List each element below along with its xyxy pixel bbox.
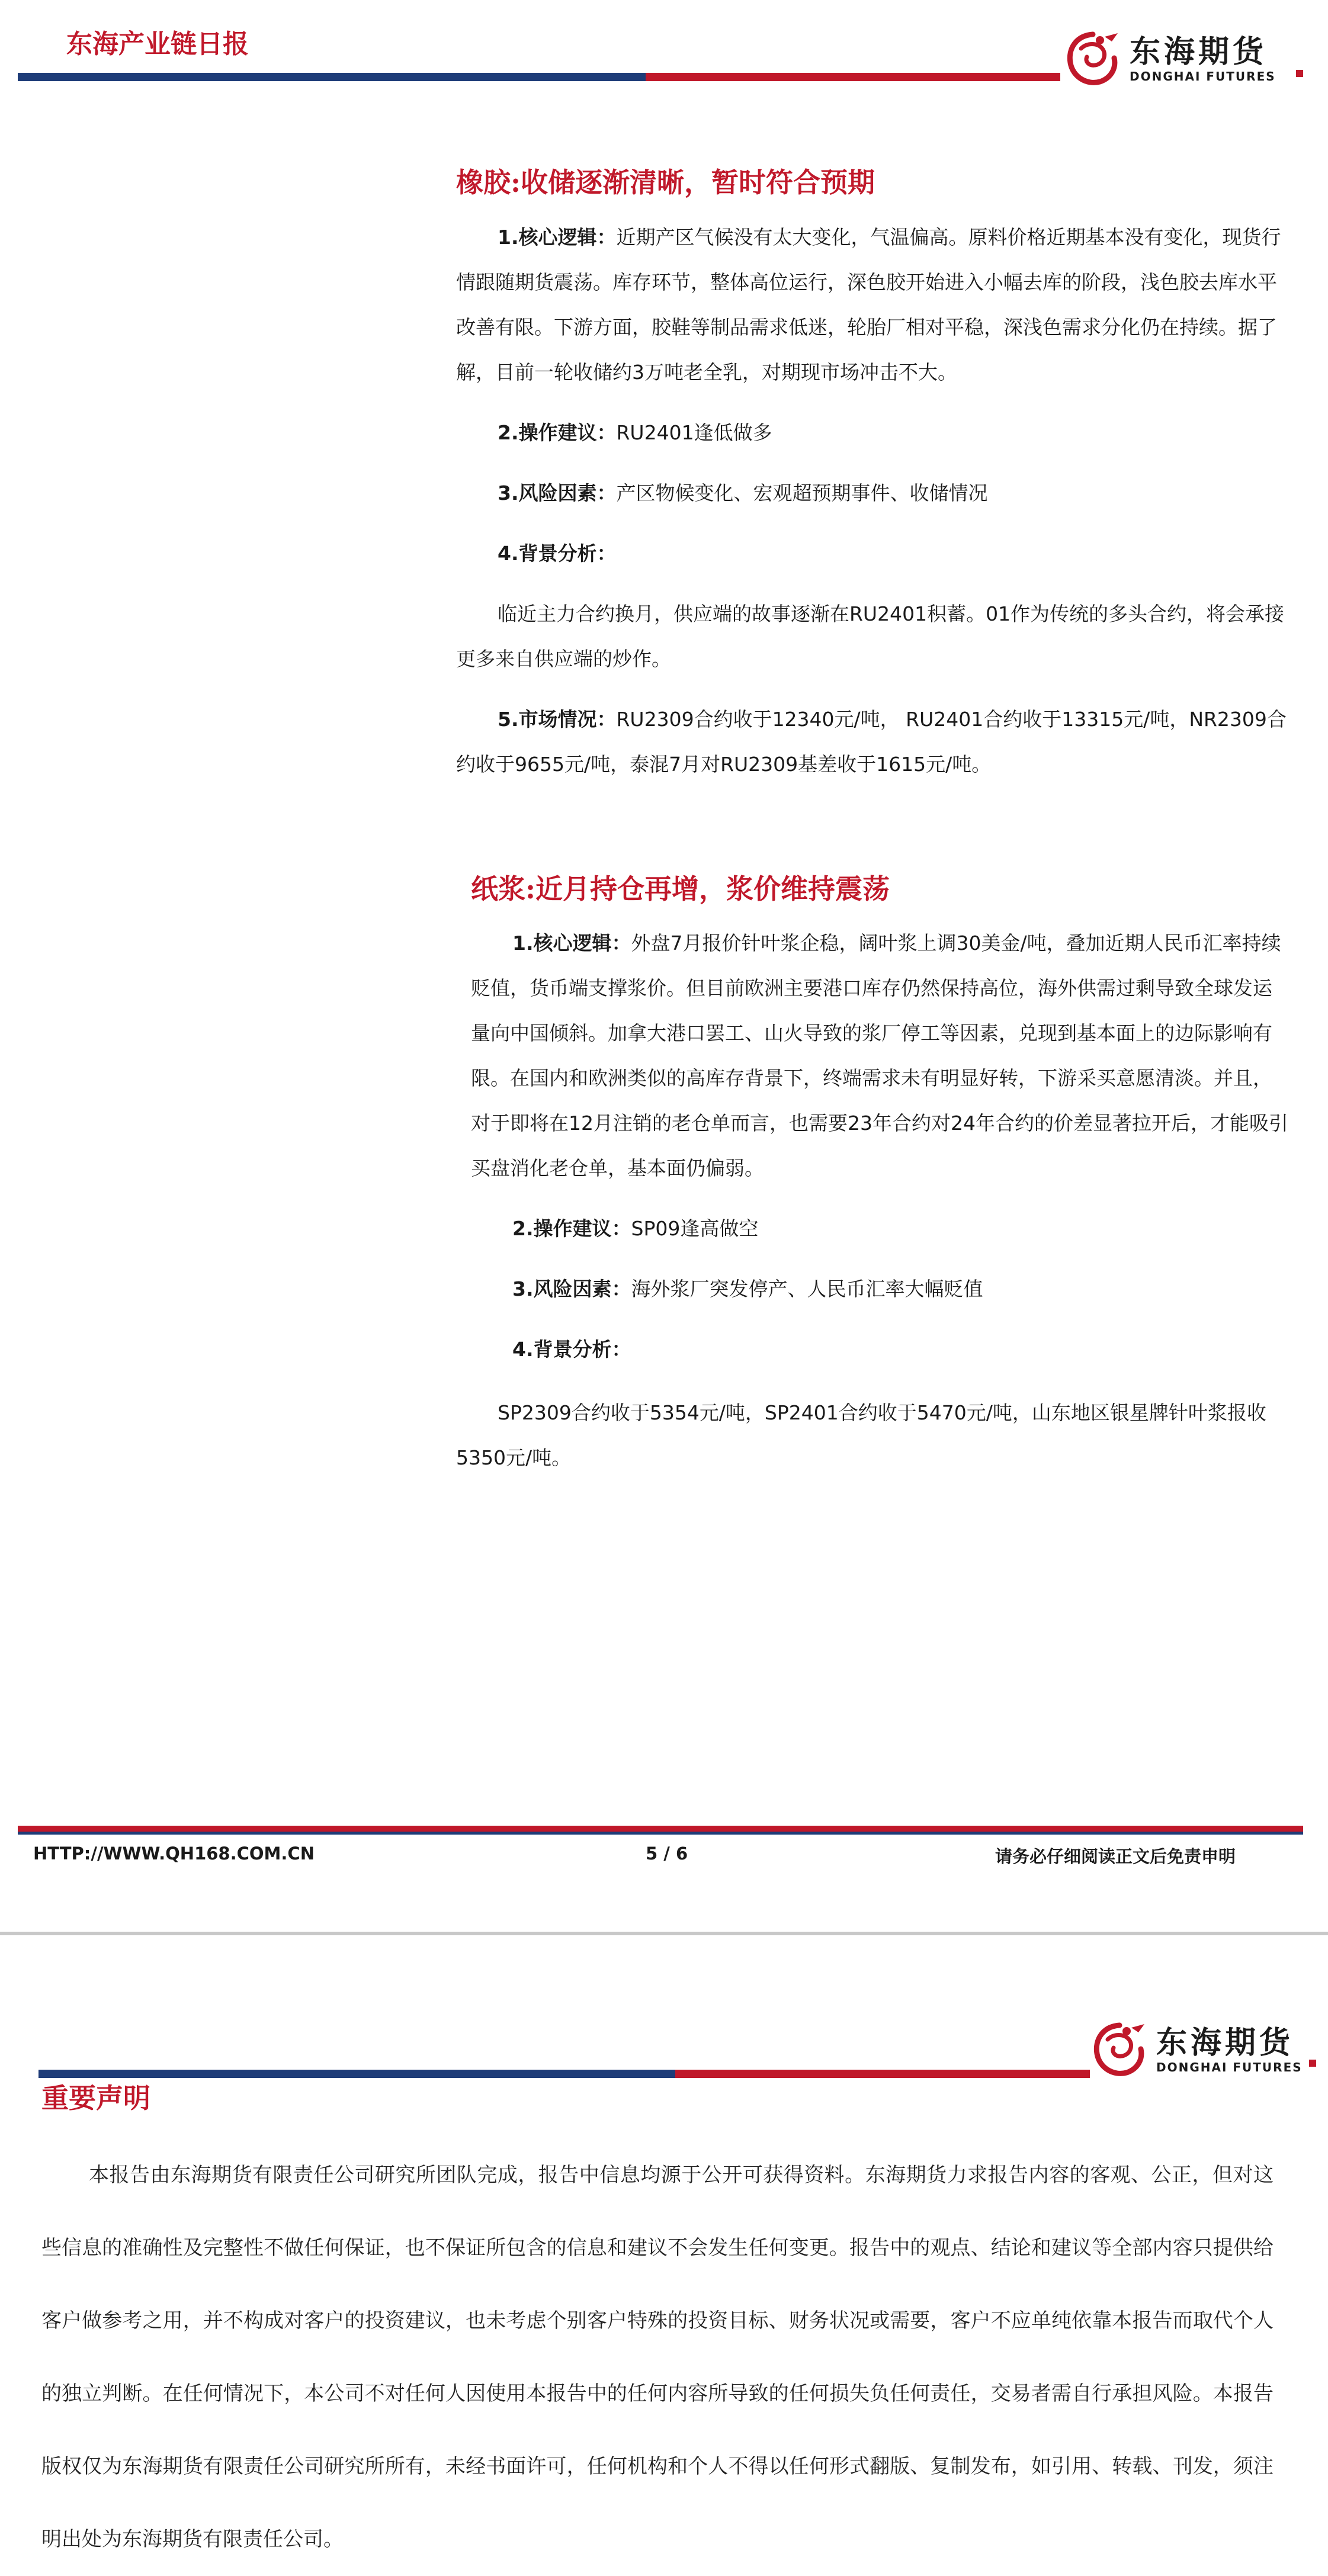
disclaimer-title: 重要声明 xyxy=(41,2082,150,2114)
footer-band-blue xyxy=(18,1832,1303,1835)
rubber-market-text: RU2309合约收于12340元/吨， RU2401合约收于13315元/吨，NR2309合约收于9655元/吨，泰混7月对RU2309基差收于1615元/吨。 xyxy=(456,708,1287,776)
page-separator xyxy=(0,1932,1328,1935)
rubber-risk xyxy=(456,471,1291,516)
rubber-background-text: 临近主力合约换月，供应端的故事逐渐在RU2401积蓄。01作为传统的多头合约，将会承接更多来自供应端的炒作。 xyxy=(456,602,1285,670)
logo-chinese-name: 东海期货 xyxy=(1130,34,1268,70)
rubber-core-logic xyxy=(456,215,1291,395)
footer-disclaimer-notice: 请务必仔细阅读正文后免责申明 xyxy=(995,1846,1236,1867)
pulp-core-logic-text: 外盘7月报价针叶浆企稳，阔叶浆上调30美金/吨，叠加近期人民币汇率持续贬值，货币端支撑浆价。但目前欧洲主要港口库存仍然保持高位，海外供需过剩导致全球发运量向中国倾斜。加拿大港口罢工、山火导致的浆厂停工等因素，兑现到基本面上的边际影响有限。在国内和欧洲类似的高库存背景下，终端需求未有明显好转，下游采买意愿清淡。并且，对于即将在12月注销的老仓单而言，也需要23年合约对24年合约的价差显著拉开后，才能吸引买盘消化老仓单，基本面仍偏弱。 xyxy=(471,932,1288,1180)
logo-corner-square xyxy=(1296,70,1303,77)
footer-url-link[interactable]: HTTP://WWW.QH168.COM.CN xyxy=(33,1843,315,1864)
pulp-risk xyxy=(471,1267,1291,1312)
rubber-market xyxy=(456,697,1291,787)
rubber-advice-text: RU2401逢低做多 xyxy=(616,421,772,444)
footer-band-red xyxy=(18,1826,1303,1832)
page2-company-logo xyxy=(1090,2022,1303,2079)
header-band-blue xyxy=(18,73,646,81)
pulp-section-title: 纸浆:近月持仓再增，浆价维持震荡 xyxy=(471,873,890,905)
pulp-background xyxy=(471,1327,1291,1372)
rubber-core-logic-label: 1.核心逻辑： xyxy=(498,226,617,249)
pulp-risk-text: 海外浆厂突发停产、人民币汇率大幅贬值 xyxy=(631,1277,983,1300)
dragon-logo-icon xyxy=(1090,2022,1149,2079)
rubber-background-label: 4.背景分析： xyxy=(498,542,617,565)
pulp-advice-label: 2.操作建议： xyxy=(512,1217,631,1240)
rubber-risk-label: 3.风险因素： xyxy=(498,481,617,505)
rubber-risk-text: 产区物候变化、宏观超预期事件、收储情况 xyxy=(616,481,988,505)
footer-page-number: 5 / 6 xyxy=(646,1843,688,1864)
page2-logo-corner-square xyxy=(1309,2060,1316,2067)
logo-english-name: DONGHAI FUTURES xyxy=(1130,69,1276,83)
rubber-section-body xyxy=(456,215,1291,787)
pulp-background-label: 4.背景分析： xyxy=(512,1338,631,1361)
pulp-risk-label: 3.风险因素： xyxy=(512,1277,631,1300)
page2-logo-english-name: DONGHAI FUTURES xyxy=(1156,2060,1303,2074)
pulp-advice-text: SP09逢高做空 xyxy=(631,1217,759,1240)
pulp-core-logic xyxy=(471,921,1291,1191)
pulp-core-logic-label: 1.核心逻辑： xyxy=(512,932,631,955)
pulp-advice xyxy=(471,1206,1291,1251)
page2-band-red xyxy=(675,2070,1090,2078)
pulp-background-text: SP2309合约收于5354元/吨，SP2401合约收于5470元/吨，山东地区银星牌针叶浆报收5350元/吨。 xyxy=(456,1401,1266,1469)
page2-logo-chinese-name: 东海期货 xyxy=(1156,2025,1294,2061)
rubber-background xyxy=(456,531,1291,576)
company-logo xyxy=(1063,31,1276,88)
dragon-logo-icon xyxy=(1063,31,1122,88)
rubber-advice xyxy=(456,410,1291,455)
header-band-red xyxy=(646,73,1060,81)
rubber-advice-label: 2.操作建议： xyxy=(498,421,617,444)
rubber-section-title: 橡胶:收储逐渐清晰，暂时符合预期 xyxy=(456,166,875,198)
disclaimer-text: 本报告由东海期货有限责任公司研究所团队完成，报告中信息均源于公开可获得资料。东海期货力求报告内容的客观、公正，但对这些信息的准确性及完整性不做任何保证，也不保证所包含的信息和建议不会发生任何变更。报告中的观点、结论和建议等全部内容只提供给客户做参考之用，并不构成对客户的投资建议，也未考虑个别客户特殊的投资目标、财务状况或需要，客户不应单纯依靠本报告而取代个人的独立判断。在任何情况下，本公司不对任何人因使用本报告中的任何内容所导致的任何损失负任何责任，交易者需自行承担风险。本报告版权仅为东海期货有限责任公司研究所所有，未经书面许可，任何机构和个人不得以任何形式翻版、复制发布，如引用、转载、刊发，须注明出处为东海期货有限责任公司。 xyxy=(41,2163,1274,2551)
pulp-section-body xyxy=(471,921,1291,1372)
rubber-market-label: 5.市场情况： xyxy=(498,708,617,731)
rubber-core-logic-text: 近期产区气候没有太大变化，气温偏高。原料价格近期基本没有变化，现货行情跟随期货震荡。库存环节，整体高位运行，深色胶开始进入小幅去库的阶段，浅色胶去库水平改善有限。下游方面，胶鞋等制品需求低迷，轮胎厂相对平稳，深浅色需求分化仍在持续。据了解，目前一轮收储约3万吨老全乳，对期现市场冲击不大。 xyxy=(456,226,1281,384)
report-name: 东海产业链日报 xyxy=(66,29,249,59)
